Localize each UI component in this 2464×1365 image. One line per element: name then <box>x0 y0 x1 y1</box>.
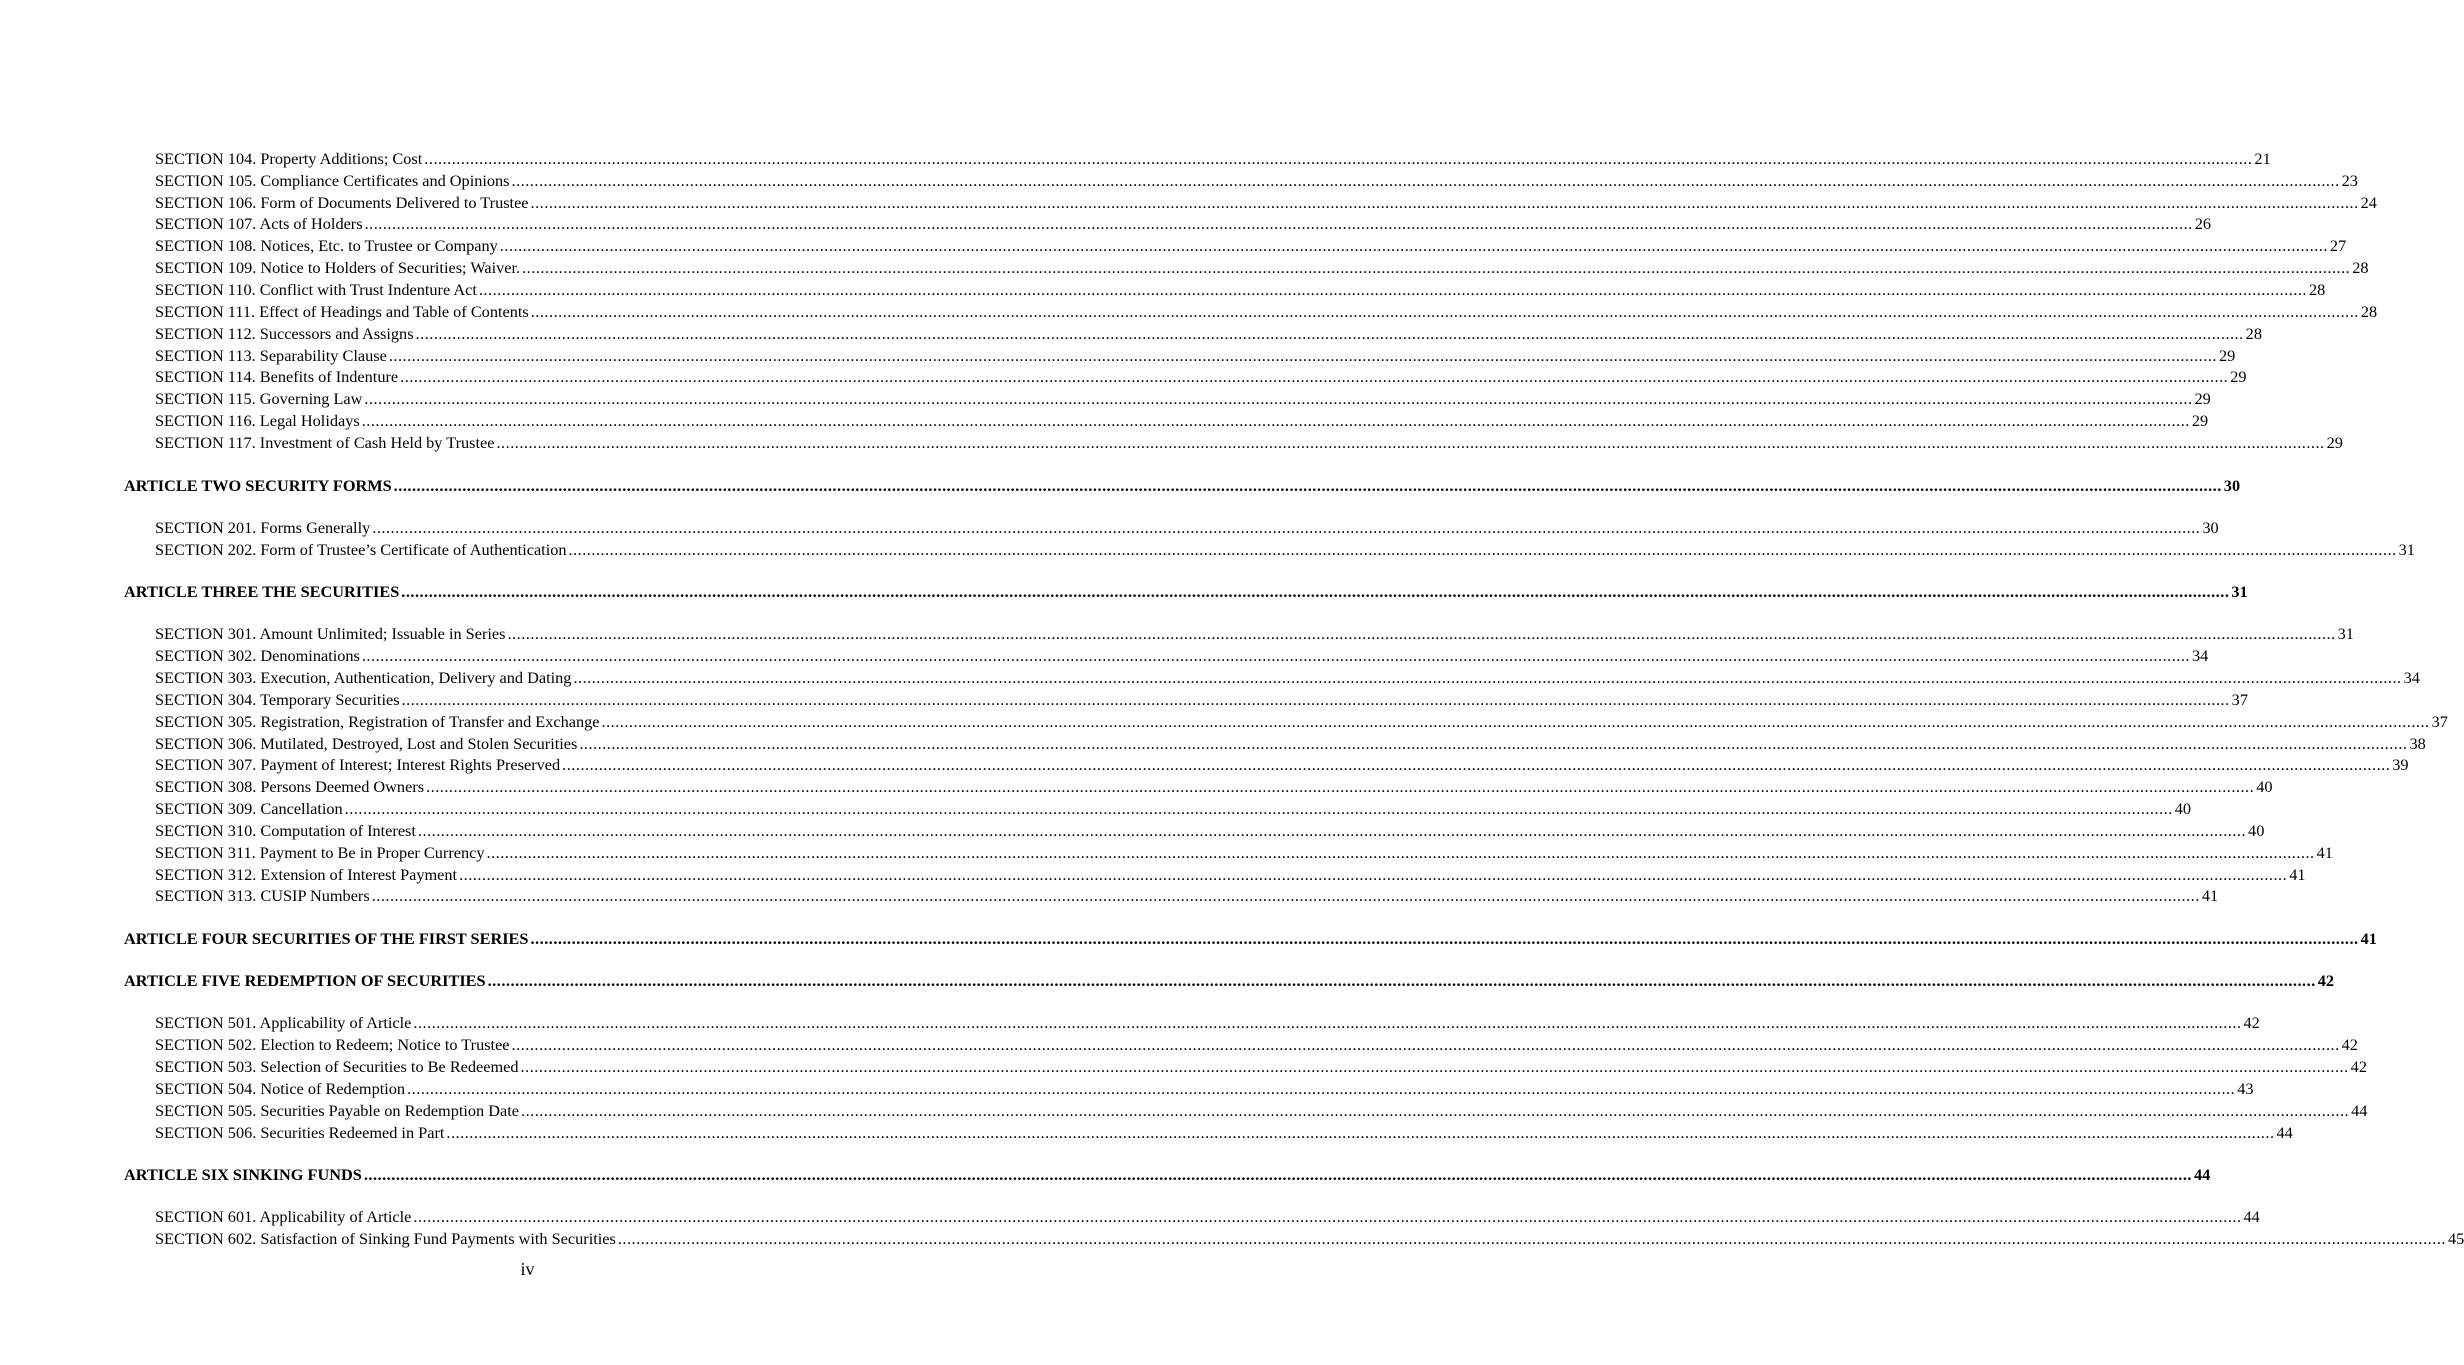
toc-entry-title: SECTION 108. Notices, Etc. to Trustee or Company <box>155 236 498 255</box>
dot-leader: ................................................................................................................................................................................................................................................................................................................................................................................................................ <box>573 668 2402 687</box>
dot-leader: ................................................................................................................................................................................................................................................................................................................................................................................................................ <box>459 865 2288 884</box>
toc-entry-page: 45 <box>2447 1229 2464 1248</box>
toc-entry-page: 42 <box>2243 1013 2260 1032</box>
toc-section-entry <box>155 279 2326 301</box>
toc-entry-page: 28 <box>2308 280 2326 299</box>
toc-section-entry <box>155 1078 2254 1100</box>
toc-section-entry <box>155 323 2262 345</box>
toc-entry-title: SECTION 310. Computation of Interest <box>155 821 416 840</box>
toc-entry-title: SECTION 313. CUSIP Numbers <box>155 886 370 905</box>
toc-entry-page: 41 <box>2360 929 2377 948</box>
toc-entry-page: 28 <box>2352 258 2369 277</box>
toc-entry-title: SECTION 506. Securities Redeemed in Part <box>155 1123 445 1142</box>
dot-leader: ................................................................................................................................................................................................................................................................................................................................................................................................................ <box>344 799 2173 818</box>
toc-entry-page: 21 <box>2254 149 2271 168</box>
dot-leader: ................................................................................................................................................................................................................................................................................................................................................................................................................ <box>400 367 2229 386</box>
toc-entry-title: SECTION 308. Persons Deemed Owners <box>155 777 425 796</box>
toc-section-entry <box>155 410 2209 432</box>
dot-leader: ................................................................................................................................................................................................................................................................................................................................................................................................................ <box>426 777 2255 796</box>
toc-entry-page: 41 <box>2289 865 2306 884</box>
toc-entry-page: 42 <box>2317 971 2335 990</box>
toc-article-entry <box>124 1164 2211 1186</box>
toc-section-entry <box>155 301 2378 323</box>
dot-leader: ................................................................................................................................................................................................................................................................................................................................................................................................................ <box>407 1079 2236 1098</box>
dot-leader: ................................................................................................................................................................................................................................................................................................................................................................................................................ <box>568 540 2397 559</box>
toc-section-entry <box>155 170 2358 192</box>
toc-article-entry <box>124 475 2241 497</box>
toc-entry-title: SECTION 502. Election to Redeem; Notice to Trustee <box>155 1035 510 1054</box>
toc-entry-page: 44 <box>2193 1165 2211 1184</box>
toc-section-entry <box>155 1056 2367 1078</box>
toc-entry-title: SECTION 602. Satisfaction of Sinking Fund Payments with Securities <box>155 1229 616 1248</box>
dot-leader: ................................................................................................................................................................................................................................................................................................................................................................................................................ <box>486 843 2315 862</box>
toc-entry-title: SECTION 115. Governing Law <box>155 389 363 408</box>
dot-leader: ................................................................................................................................................................................................................................................................................................................................................................................................................ <box>361 411 2190 430</box>
dot-leader: ................................................................................................................................................................................................................................................................................................................................................................................................................ <box>511 171 2340 190</box>
toc-entry-title: ARTICLE TWO SECURITY FORMS <box>124 476 392 495</box>
dot-leader: ................................................................................................................................................................................................................................................................................................................................................................................................................ <box>424 149 2253 168</box>
toc-article-entry <box>124 928 2377 950</box>
toc-entry-title: SECTION 301. Amount Unlimited; Issuable in Series <box>155 624 506 643</box>
toc-entry-title: SECTION 116. Legal Holidays <box>155 411 360 430</box>
toc-entry-title: SECTION 503. Selection of Securities to Be Redeemed <box>155 1057 519 1076</box>
toc-section-entry <box>155 733 2426 755</box>
dot-leader: ................................................................................................................................................................................................................................................................................................................................................................................................................ <box>388 346 2217 365</box>
toc-section-entry <box>155 366 2247 388</box>
dot-leader: ................................................................................................................................................................................................................................................................................................................................................................................................................ <box>478 280 2307 299</box>
dot-leader: ................................................................................................................................................................................................................................................................................................................................................................................................................ <box>530 929 2359 948</box>
toc-entry-page: 27 <box>2329 236 2347 255</box>
toc-entry-title: SECTION 504. Notice of Redemption <box>155 1079 406 1098</box>
toc-entry-page: 41 <box>2201 886 2219 905</box>
toc-section-entry <box>155 820 2265 842</box>
toc-entry-page: 44 <box>2243 1207 2260 1226</box>
toc-entry-title: SECTION 302. Denominations <box>155 646 360 665</box>
toc-entry-page: 43 <box>2237 1079 2254 1098</box>
toc-section-entry <box>155 667 2420 689</box>
page-number: iv <box>520 1259 535 1279</box>
dot-leader: ................................................................................................................................................................................................................................................................................................................................................................................................................ <box>417 821 2247 840</box>
toc-entry-title: SECTION 309. Cancellation <box>155 799 343 818</box>
dot-leader: ................................................................................................................................................................................................................................................................................................................................................................................................................ <box>530 193 2359 212</box>
toc-section-entry <box>155 235 2347 257</box>
toc-entry-title: ARTICLE SIX SINKING FUNDS <box>124 1165 362 1184</box>
toc-section-entry <box>155 885 2219 907</box>
toc-entry-page: 40 <box>2248 821 2265 840</box>
toc-section-entry <box>155 432 2343 454</box>
toc-entry-title: SECTION 312. Extension of Interest Payment <box>155 865 458 884</box>
toc-section-entry <box>155 842 2333 864</box>
toc-entry-title: SECTION 106. Form of Documents Delivered to Trustee <box>155 193 529 212</box>
toc-entry-title: SECTION 601. Applicability of Article <box>155 1207 412 1226</box>
dot-leader: ................................................................................................................................................................................................................................................................................................................................................................................................................ <box>521 1101 2350 1120</box>
toc-entry-page: 28 <box>2245 324 2262 343</box>
toc-section-entry <box>155 689 2248 711</box>
dot-leader: ................................................................................................................................................................................................................................................................................................................................................................................................................ <box>601 712 2430 731</box>
toc-entry-title: SECTION 114. Benefits of Indenture <box>155 367 399 386</box>
dot-leader: ................................................................................................................................................................................................................................................................................................................................................................................................................ <box>579 734 2408 753</box>
toc-entry-title: SECTION 110. Conflict with Trust Indenture Act <box>155 280 477 299</box>
toc-section-entry <box>155 1100 2368 1122</box>
toc-entry-page: 37 <box>2431 712 2448 731</box>
toc-entry-page: 28 <box>2360 302 2378 321</box>
dot-leader: ................................................................................................................................................................................................................................................................................................................................................................................................................ <box>415 324 2244 343</box>
toc-entry-title: SECTION 107. Acts of Holders <box>155 214 363 233</box>
toc-entry-page: 41 <box>2316 843 2333 862</box>
toc-section-entry <box>155 1228 2464 1250</box>
dot-leader: ................................................................................................................................................................................................................................................................................................................................................................................................................ <box>520 1057 2349 1076</box>
toc-entry-page: 30 <box>2223 476 2241 495</box>
toc-section-entry <box>155 192 2377 214</box>
toc-article-entry <box>124 581 2248 603</box>
toc-entry-title: SECTION 117. Investment of Cash Held by Trustee <box>155 433 495 452</box>
toc-entry-page: 31 <box>2231 582 2248 601</box>
dot-leader: ................................................................................................................................................................................................................................................................................................................................................................................................................ <box>507 624 2336 643</box>
toc-section-entry <box>155 798 2192 820</box>
toc-entry-title: SECTION 305. Registration, Registration of Transfer and Exchange <box>155 712 600 731</box>
toc-section-entry <box>155 345 2236 367</box>
toc-entry-page: 29 <box>2194 389 2211 408</box>
toc-section-entry <box>155 711 2448 733</box>
toc-entry-title: SECTION 104. Property Additions; Cost <box>155 149 423 168</box>
toc-entry-page: 38 <box>2409 734 2426 753</box>
toc-section-entry <box>155 776 2273 798</box>
toc-entry-page: 34 <box>2191 646 2209 665</box>
toc-entry-title: SECTION 111. Effect of Headings and Table of Contents <box>155 302 529 321</box>
toc-section-entry <box>155 539 2415 561</box>
toc-entry-page: 23 <box>2341 171 2358 190</box>
toc-entry-title: SECTION 307. Payment of Interest; Interest Rights Preserved <box>155 755 561 774</box>
toc-section-entry <box>155 257 2369 279</box>
toc-entry-title: SECTION 113. Separability Clause <box>155 346 387 365</box>
dot-leader: ................................................................................................................................................................................................................................................................................................................................................................................................................ <box>364 214 2193 233</box>
toc-section-entry <box>155 213 2211 235</box>
toc-entry-title: SECTION 202. Form of Trustee’s Certificate of Authentication <box>155 540 567 559</box>
dot-leader: ................................................................................................................................................................................................................................................................................................................................................................................................................ <box>364 389 2193 408</box>
toc-entry-page: 39 <box>2392 755 2409 774</box>
toc-section-entry <box>155 645 2209 667</box>
toc-entry-page: 29 <box>2230 367 2247 386</box>
dot-leader: ................................................................................................................................................................................................................................................................................................................................................................................................................ <box>413 1013 2242 1032</box>
toc-entry-page: 29 <box>2218 346 2236 365</box>
toc-entry-title: ARTICLE FOUR SECURITIES OF THE FIRST SERIES <box>124 929 529 948</box>
toc-entry-page: 24 <box>2360 193 2377 212</box>
dot-leader: ................................................................................................................................................................................................................................................................................................................................................................................................................ <box>361 646 2190 665</box>
toc-entry-page: 42 <box>2341 1035 2358 1054</box>
toc-entry-title: SECTION 201. Forms Generally <box>155 518 371 537</box>
dot-leader: ................................................................................................................................................................................................................................................................................................................................................................................................................ <box>372 518 2201 537</box>
toc-entry-page: 31 <box>2337 624 2354 643</box>
toc-entry-title: SECTION 311. Payment to Be in Proper Currency <box>155 843 485 862</box>
toc-section-entry <box>155 148 2271 170</box>
toc-entry-title: ARTICLE THREE THE SECURITIES <box>124 582 400 601</box>
toc-section-entry <box>155 754 2409 776</box>
toc-section-entry <box>155 1034 2358 1056</box>
toc-entry-title: SECTION 306. Mutilated, Destroyed, Lost and Stolen Securities <box>155 734 578 753</box>
toc-entry-title: SECTION 501. Applicability of Article <box>155 1013 412 1032</box>
toc-entry-title: SECTION 112. Successors and Assigns <box>155 324 414 343</box>
toc-entry-page: 29 <box>2326 433 2343 452</box>
dot-leader: ................................................................................................................................................................................................................................................................................................................................................................................................................ <box>401 690 2230 709</box>
dot-leader: ................................................................................................................................................................................................................................................................................................................................................................................................................ <box>496 433 2325 452</box>
dot-leader: ................................................................................................................................................................................................................................................................................................................................................................................................................ <box>522 258 2351 277</box>
dot-leader: ................................................................................................................................................................................................................................................................................................................................................................................................................ <box>363 1165 2192 1184</box>
toc-article-entry <box>124 970 2335 992</box>
toc-entry-title: SECTION 303. Execution, Authentication, Delivery and Dating <box>155 668 572 687</box>
dot-leader: ................................................................................................................................................................................................................................................................................................................................................................................................................ <box>530 302 2359 321</box>
dot-leader: ................................................................................................................................................................................................................................................................................................................................................................................................................ <box>617 1229 2446 1248</box>
dot-leader: ................................................................................................................................................................................................................................................................................................................................................................................................................ <box>413 1207 2242 1226</box>
toc-section-entry <box>155 1206 2260 1228</box>
toc-section-entry <box>155 623 2354 645</box>
dot-leader: ................................................................................................................................................................................................................................................................................................................................................................................................................ <box>562 755 2391 774</box>
toc-entry-page: 29 <box>2191 411 2209 430</box>
dot-leader: ................................................................................................................................................................................................................................................................................................................................................................................................................ <box>511 1035 2340 1054</box>
toc-section-entry <box>155 517 2219 539</box>
toc-entry-title: SECTION 109. Notice to Holders of Securities; Waiver. <box>155 258 521 277</box>
toc-section-entry <box>155 1122 2293 1144</box>
toc-section-entry <box>155 1012 2260 1034</box>
toc-entry-page: 37 <box>2231 690 2248 709</box>
toc-section-entry <box>155 864 2306 886</box>
toc-entry-page: 40 <box>2256 777 2273 796</box>
toc-entry-page: 30 <box>2202 518 2219 537</box>
toc-entry-page: 42 <box>2350 1057 2367 1076</box>
dot-leader: ................................................................................................................................................................................................................................................................................................................................................................................................................ <box>499 236 2328 255</box>
toc-entry-page: 26 <box>2194 214 2211 233</box>
toc-entry-page: 44 <box>2276 1123 2293 1142</box>
toc-entry-page: 40 <box>2174 799 2192 818</box>
toc-entry-page: 44 <box>2351 1101 2368 1120</box>
toc-entry-title: ARTICLE FIVE REDEMPTION OF SECURITIES <box>124 971 486 990</box>
toc-entry-page: 31 <box>2398 540 2415 559</box>
dot-leader: ................................................................................................................................................................................................................................................................................................................................................................................................................ <box>371 886 2200 905</box>
toc-entry-title: SECTION 304. Temporary Securities <box>155 690 400 709</box>
dot-leader: ................................................................................................................................................................................................................................................................................................................................................................................................................ <box>401 582 2230 601</box>
dot-leader: ................................................................................................................................................................................................................................................................................................................................................................................................................ <box>393 476 2222 495</box>
toc-section-entry <box>155 388 2211 410</box>
toc-entry-title: SECTION 105. Compliance Certificates and Opinions <box>155 171 510 190</box>
toc-entry-title: SECTION 505. Securities Payable on Redemption Date <box>155 1101 519 1120</box>
dot-leader: ................................................................................................................................................................................................................................................................................................................................................................................................................ <box>446 1123 2275 1142</box>
dot-leader: ................................................................................................................................................................................................................................................................................................................................................................................................................ <box>487 971 2316 990</box>
toc-entry-page: 34 <box>2403 668 2420 687</box>
